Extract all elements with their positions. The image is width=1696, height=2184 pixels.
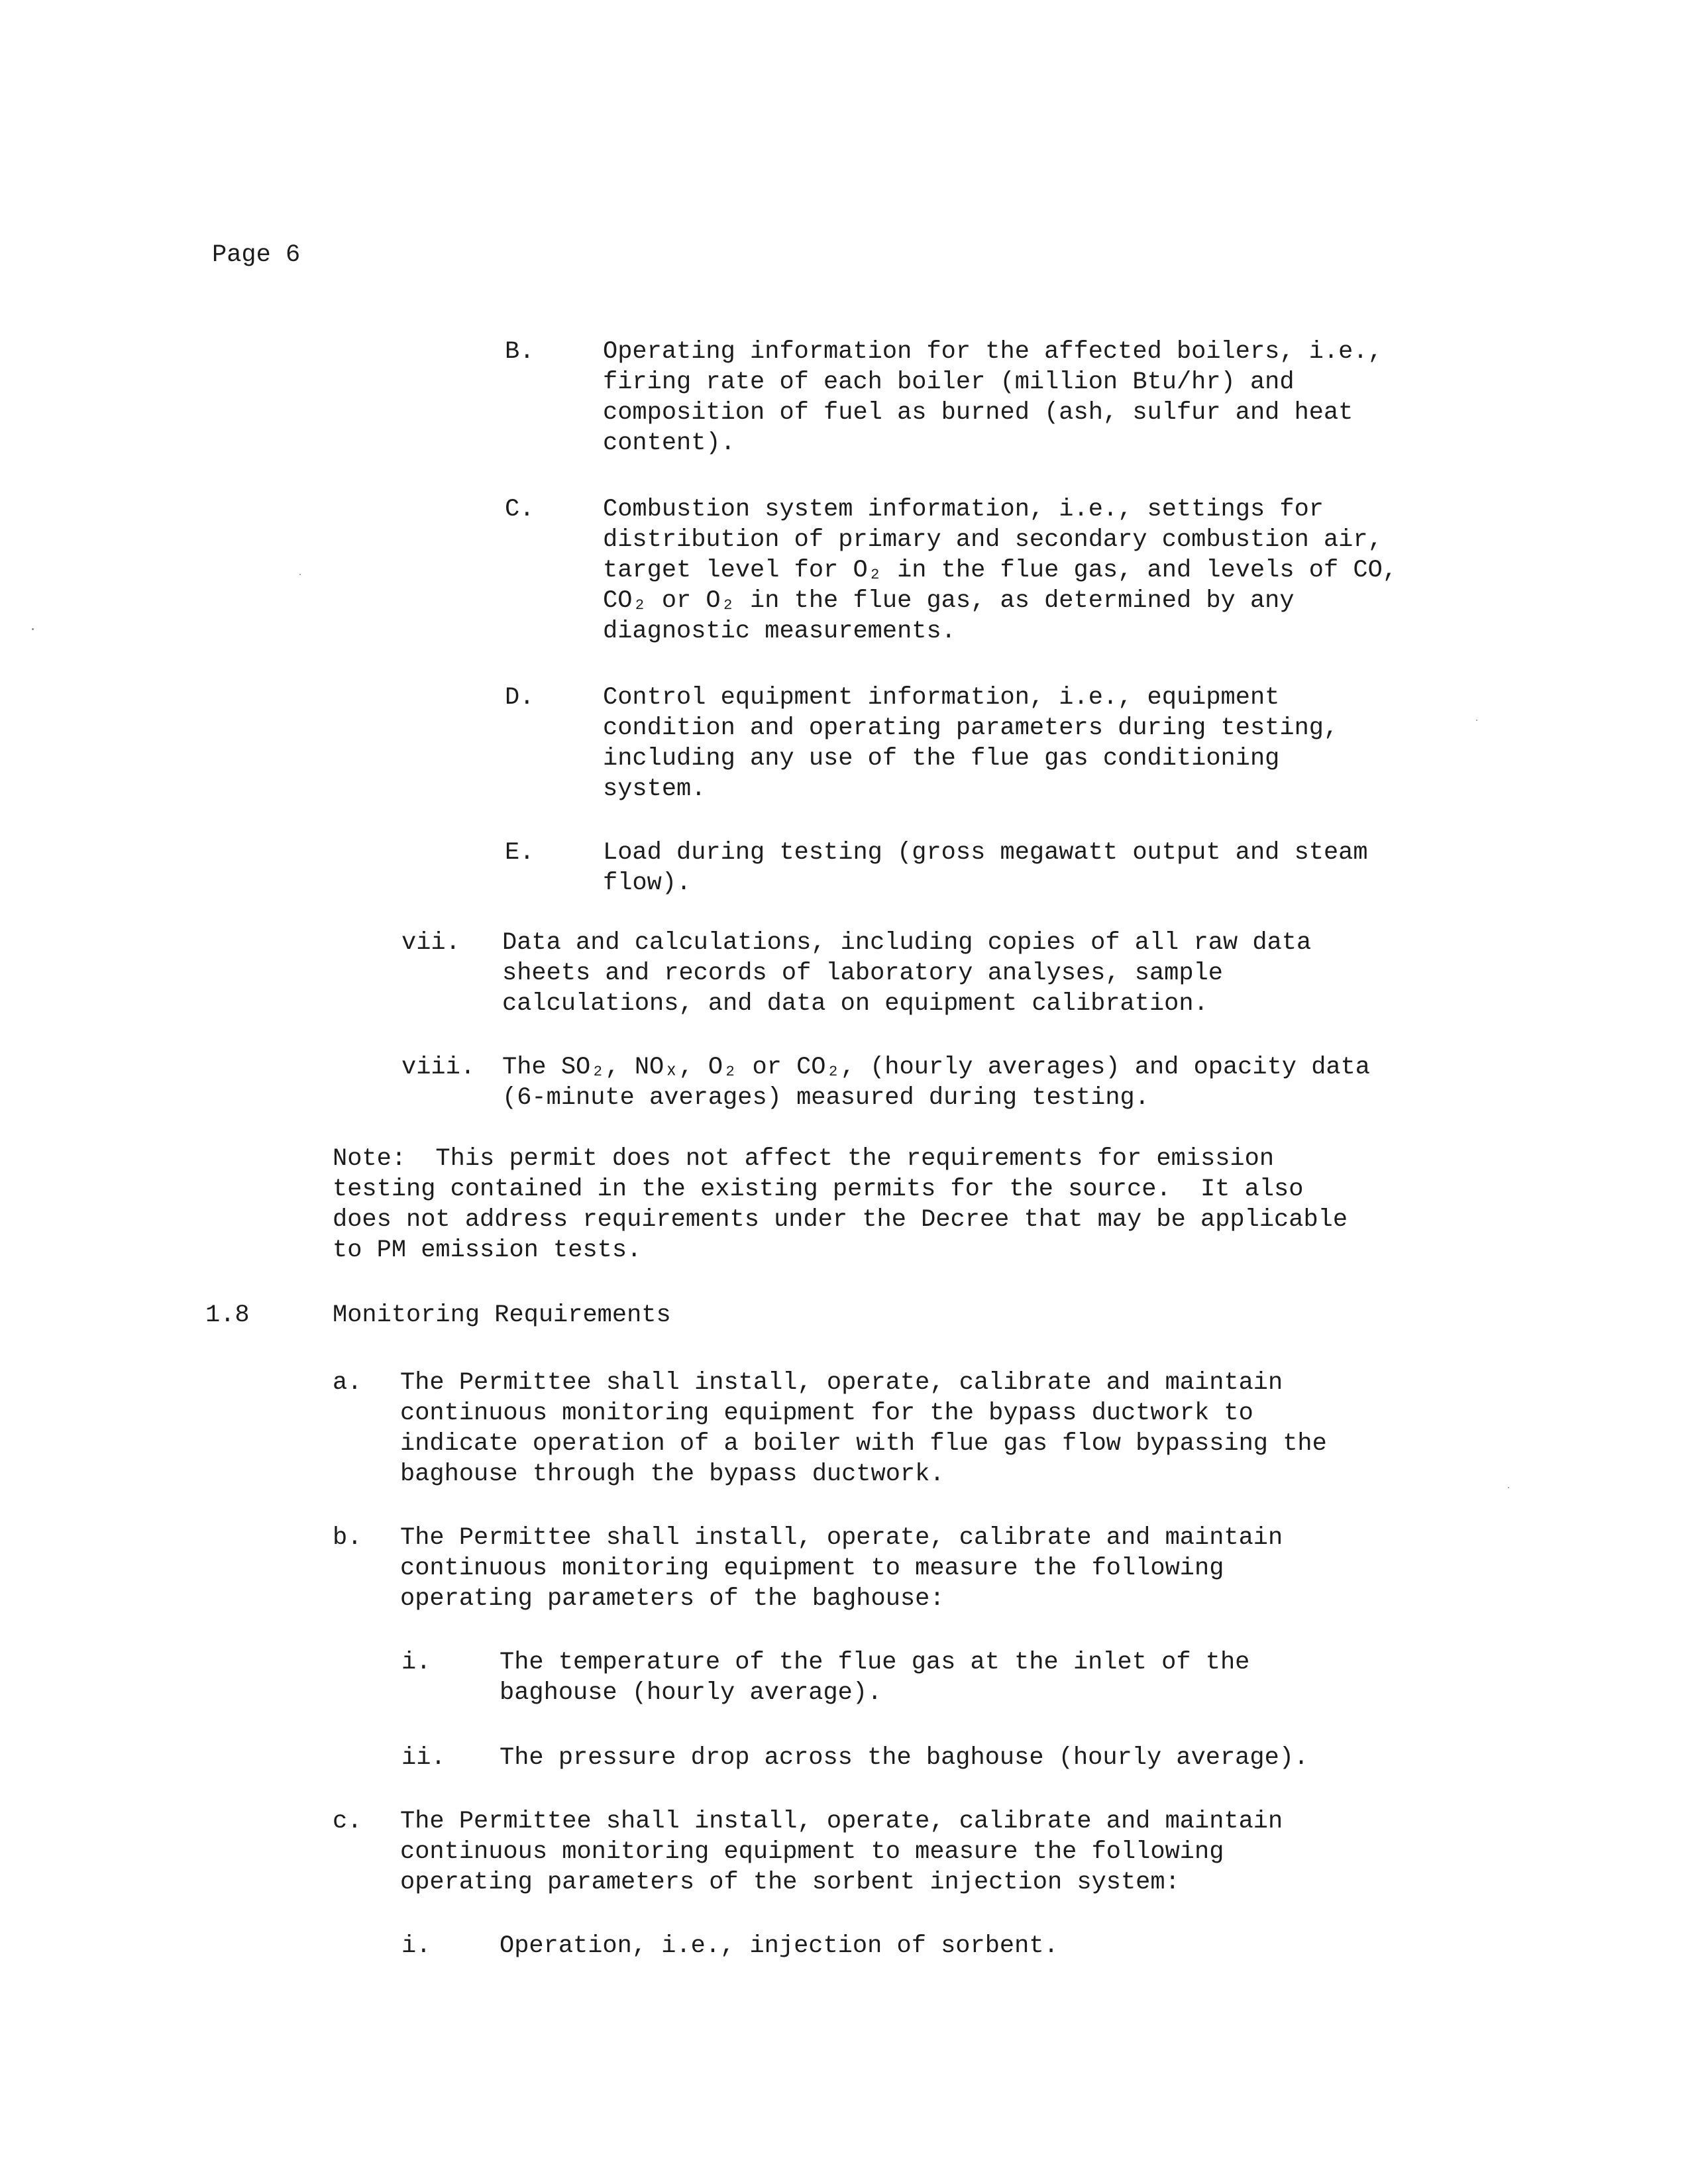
scan-speck: [299, 574, 301, 575]
item-text: Operating information for the affected boilers, i.e., firing rate of each boiler (million Btu/hr) and composition of fuel as burned (ash, sulfur and heat content).: [603, 338, 1383, 457]
item-label: i.: [401, 1932, 431, 1960]
section-number: 1.8: [205, 1301, 250, 1329]
item-text: Combustion system information, i.e., settings for distribution of primary and secondary combustion air, target level for O₂ in the flue gas, and levels of CO, CO₂ or O₂ in the flue gas, as determined by any diagnostic measurements.: [603, 496, 1397, 645]
item-text: The pressure drop across the baghouse (hourly average).: [500, 1744, 1309, 1772]
item-label: B.: [505, 338, 535, 366]
scan-speck: [1508, 1487, 1509, 1488]
item-label: C.: [505, 496, 535, 523]
item-label: E.: [505, 839, 535, 867]
item-label: a.: [333, 1369, 362, 1397]
note-paragraph: Note: This permit does not affect the requirements for emission testing contained in the existing permits for the source. It also does not address requirements under the Decree that may be applicable to PM emission tests.: [333, 1145, 1348, 1264]
section-title: Monitoring Requirements: [333, 1301, 671, 1329]
item-text: The temperature of the flue gas at the inlet of the baghouse (hourly average).: [500, 1649, 1250, 1707]
item-text: The Permittee shall install, operate, calibrate and maintain continuous monitoring equipment for the bypass ductwork to indicate operation of a boiler with flue gas flow bypassing the baghouse through the bypass ductwork.: [400, 1369, 1327, 1488]
item-label: i.: [401, 1649, 431, 1676]
item-text: The Permittee shall install, operate, calibrate and maintain continuous monitoring equipment to measure the following operating parameters of the baghouse:: [400, 1524, 1283, 1613]
scan-speck: [1476, 720, 1477, 721]
item-label: viii.: [401, 1054, 476, 1081]
item-label: D.: [505, 684, 535, 712]
item-text: The SO₂, NOₓ, O₂ or CO₂, (hourly averages) and opacity data (6-minute averages) measured during testing.: [502, 1054, 1371, 1112]
scan-speck: [32, 628, 34, 630]
item-label: b.: [333, 1524, 362, 1552]
item-label: c.: [333, 1808, 362, 1835]
item-label: ii.: [401, 1744, 446, 1772]
page-number: Page 6: [212, 241, 301, 269]
item-label: vii.: [401, 929, 460, 957]
item-text: Operation, i.e., injection of sorbent.: [500, 1932, 1059, 1960]
item-text: The Permittee shall install, operate, calibrate and maintain continuous monitoring equipment to measure the following operating parameters of the sorbent injection system:: [400, 1808, 1283, 1896]
item-text: Control equipment information, i.e., equipment condition and operating parameters during testing, including any use of the flue gas conditioning system.: [603, 684, 1339, 803]
item-text: Data and calculations, including copies of all raw data sheets and records of laboratory analyses, sample calculations, and data on equipment calibration.: [502, 929, 1312, 1018]
item-text: Load during testing (gross megawatt output and steam flow).: [603, 839, 1368, 897]
